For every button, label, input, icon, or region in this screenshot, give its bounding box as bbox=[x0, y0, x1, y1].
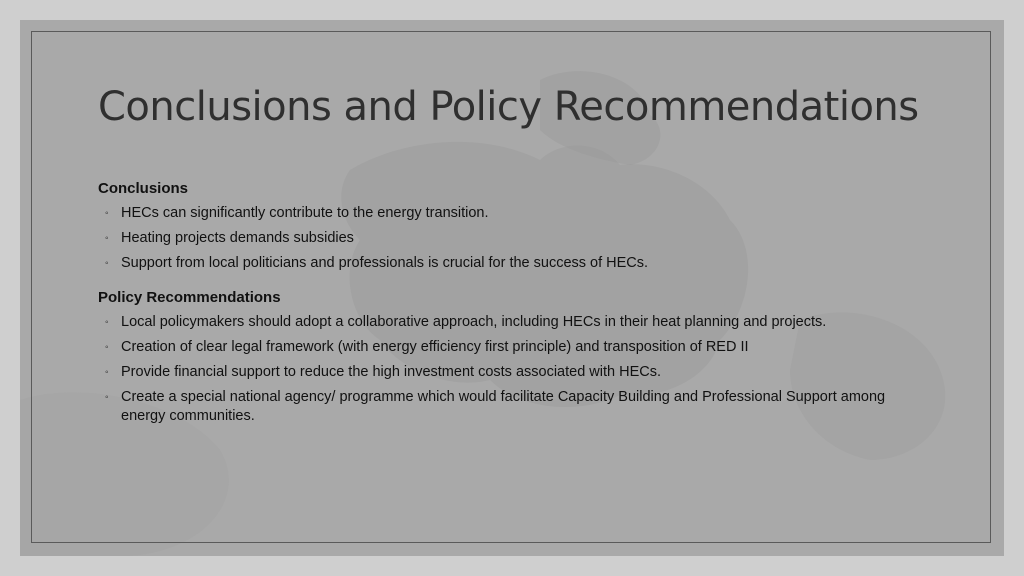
bullet-icon: ◦ bbox=[105, 258, 109, 269]
slide-title: Conclusions and Policy Recommendations bbox=[98, 84, 919, 130]
policy-recommendations-list bbox=[98, 313, 918, 426]
bullet-icon: ◦ bbox=[105, 342, 109, 353]
list-item: ◦ Create a special national agency/ programme which would facilitate Capacity Building and Professional Support among energy communities. bbox=[105, 389, 886, 424]
bullet-icon: ◦ bbox=[105, 317, 109, 328]
bullet-icon: ◦ bbox=[105, 367, 109, 378]
bullet-icon: ◦ bbox=[105, 208, 109, 219]
bullet-icon: ◦ bbox=[105, 392, 109, 403]
list-item: ◦ Heating projects demands subsidies bbox=[105, 230, 354, 246]
bullet-icon: ◦ bbox=[105, 233, 109, 244]
list-item: ◦ HECs can significantly contribute to the energy transition. bbox=[105, 205, 489, 221]
list-item: ◦ Provide financial support to reduce the high investment costs associated with HECs. bbox=[105, 364, 661, 380]
policy-recommendations-heading: Policy Recommendations bbox=[98, 289, 281, 306]
list-item: ◦ Local policymakers should adopt a collaborative approach, including HECs in their heat planning and projects. bbox=[105, 314, 827, 330]
conclusions-list bbox=[98, 204, 918, 273]
list-item: ◦ Support from local politicians and professionals is crucial for the success of HECs. bbox=[105, 255, 649, 271]
slide-content bbox=[98, 180, 918, 432]
conclusions-heading: Conclusions bbox=[98, 180, 189, 197]
list-item: ◦ Creation of clear legal framework (with energy efficiency first principle) and transposition of RED II bbox=[105, 339, 749, 355]
